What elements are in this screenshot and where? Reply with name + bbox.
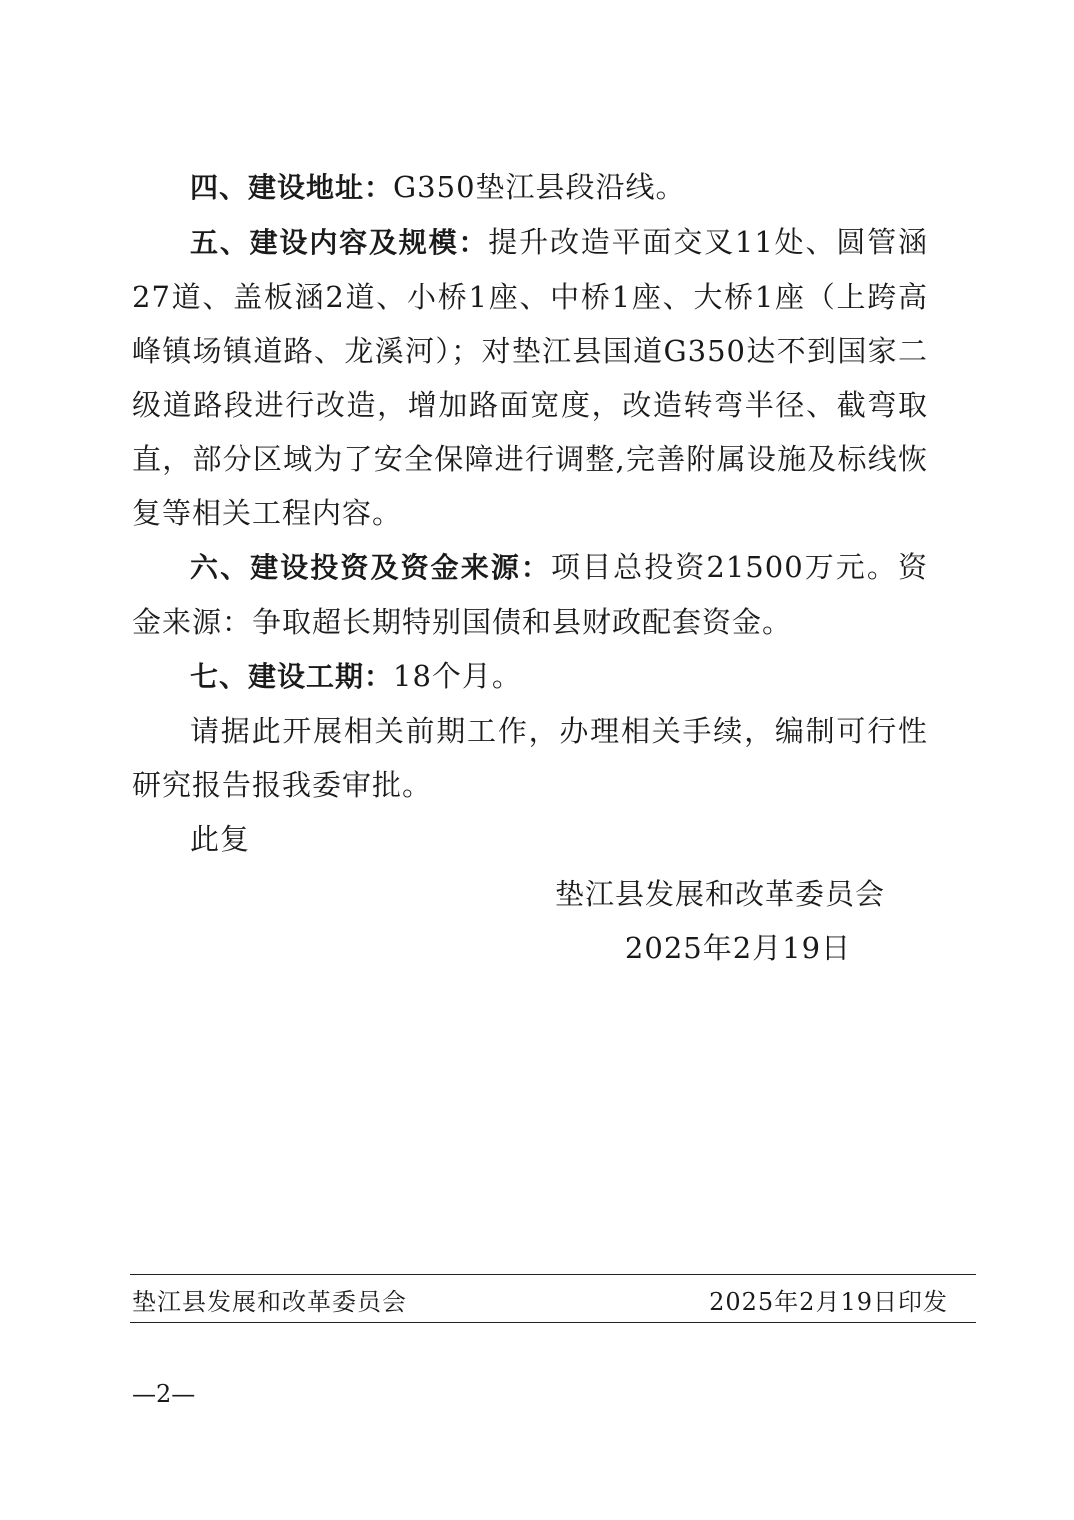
reply-line: 此复 <box>190 822 251 856</box>
signature-org: 垫江县发展和改革委员会 <box>554 877 885 911</box>
section-text: 项目总投资21500万元。资金来源：争取超长期特别国债和县财政配套资金。 <box>132 550 928 639</box>
section-duration <box>132 649 928 704</box>
section-heading: 七、建设工期： <box>190 660 394 693</box>
closing-paragraph: 请据此开展相关前期工作，办理相关手续，编制可行性研究报告报我委审批。 <box>132 714 928 802</box>
footer-bottom-rule <box>130 1322 976 1323</box>
signature-date: 2025年2月19日 <box>624 931 852 965</box>
footer-issuer: 垫江县发展和改革委员会 <box>132 1288 407 1316</box>
footer-top-rule <box>130 1274 976 1275</box>
section-heading: 四、建设地址： <box>190 171 394 204</box>
page-number: —2— <box>132 1380 196 1408</box>
footer-print-date: 2025年2月19日印发 <box>709 1288 948 1316</box>
section-scope <box>132 215 928 540</box>
section-heading: 六、建设投资及资金来源： <box>190 551 551 584</box>
section-address <box>132 160 928 215</box>
section-text: G350垫江县段沿线。 <box>393 170 686 204</box>
section-text: 18个月。 <box>393 659 522 693</box>
section-investment <box>132 540 928 649</box>
section-heading: 五、建设内容及规模： <box>190 226 489 259</box>
document-body <box>132 160 928 866</box>
section-text: 提升改造平面交叉11处、圆管涵27道、盖板涵2道、小桥1座、中桥1座、大桥1座（上跨高峰镇场镇道路、龙溪河）；对垫江县国道G350达不到国家二级道路段进行改造，增加路面宽度，改造转弯半径、截弯取直，部分区域为了安全保障进行调整,完善附属设施及标线恢复等相关工程内容。 <box>132 225 928 530</box>
